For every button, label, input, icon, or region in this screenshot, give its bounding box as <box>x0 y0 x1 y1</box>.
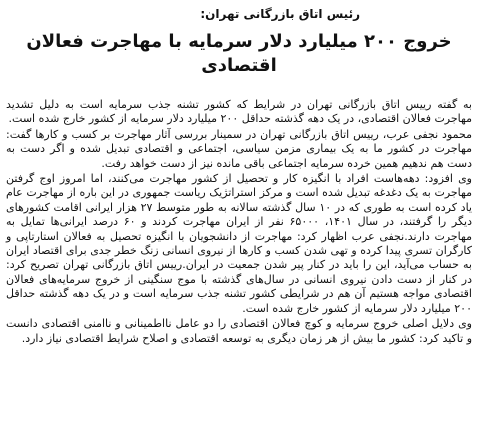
article-paragraph: وی دلایل اصلی خروج سرمایه و کوچ فعالان اقتصادی را دو عامل نااطمینانی و ناامنی اقتصادی دانست و تاکید کرد: کشور ما بیش از هر زمان دیگری به توسعه اقتصادی و اصلاح شرایط اقتصادی نیاز دارد. <box>6 317 472 345</box>
article-paragraph: وی افزود: دهه‌هاست افراد با انگیزه کار و تحصیل از کشور مهاجرت می‌کنند، اما امروز اوج گرفتن مهاجرت به یک دغدغه تبدیل شده است و مرکز استراتژیک ریاست جمهوری در این باره از مهاجرت عام یاد کرده است به طوری که در ۱۰ سال گذشته سالانه به طور متوسط ۲۷ هزار ایرانی اقامت کشورهای دیگر را گرفتند، در سال ۱۴۰۱، ۶۵۰۰۰ نفر از ایران مهاجرت کردند و ۶۰ درصد ایرانی‌ها تمایل به مهاجرت دارند.نجفی عرب اظهار کرد: مهاجرت از دانشجویان با انگیزه تحصیل به فعالان استارتاپی و کارگران تسری پیدا کرده و تهی شدن کسب و کارها از نیروی انسانی زنگ خطر جدی برای اقتصاد ایران به حساب می‌آید، این را باید در کنار پیر شدن جمعیت در ایران.رییس اتاق بازرگانی تهران تصریح کرد: در کنار از دست دادن نیروی انسانی در سال‌های گذشته با موج سنگینی از خروج سرمایه‌های فعالان اقتصادی مواجه هستیم آن هم در شرایطی کشور تشنه جذب سرمایه است و در یک دهه گذشته حداقل ۲۰۰ میلیارد دلار سرمایه از کشور خارج شده است. <box>6 172 472 315</box>
article-kicker: رئیس اتاق بازرگانی تهران: <box>200 7 360 21</box>
article-headline: خروج ۲۰۰ میلیارد دلار سرمایه با مهاجرت فعالان اقتصادی <box>26 31 452 76</box>
article-body <box>6 98 472 346</box>
article-paragraph: محمود نجفی عرب، رییس اتاق بازرگانی تهران در سمینار بررسی آثار مهاجرت بر کسب و کارها گفت: مهاجرت در کشور ما به یک بیماری مزمن سیاسی، اجتماعی و اقتصادی تبدیل شده و اگر دست به دست هم ندهیم همین خرده سرمایه اجتماعی باقی مانده نیز از دست خواهد رفت. <box>6 127 472 170</box>
article-paragraph: به گفته رییس اتاق بازرگانی تهران در شرایط که کشور تشنه جذب سرمایه است به دلیل تشدید مهاجرت فعالان اقتصادی، در یک دهه گذشته حداقل ۲۰۰ میلیارد دلار سرمایه از کشور خارج شده است. <box>6 98 472 126</box>
